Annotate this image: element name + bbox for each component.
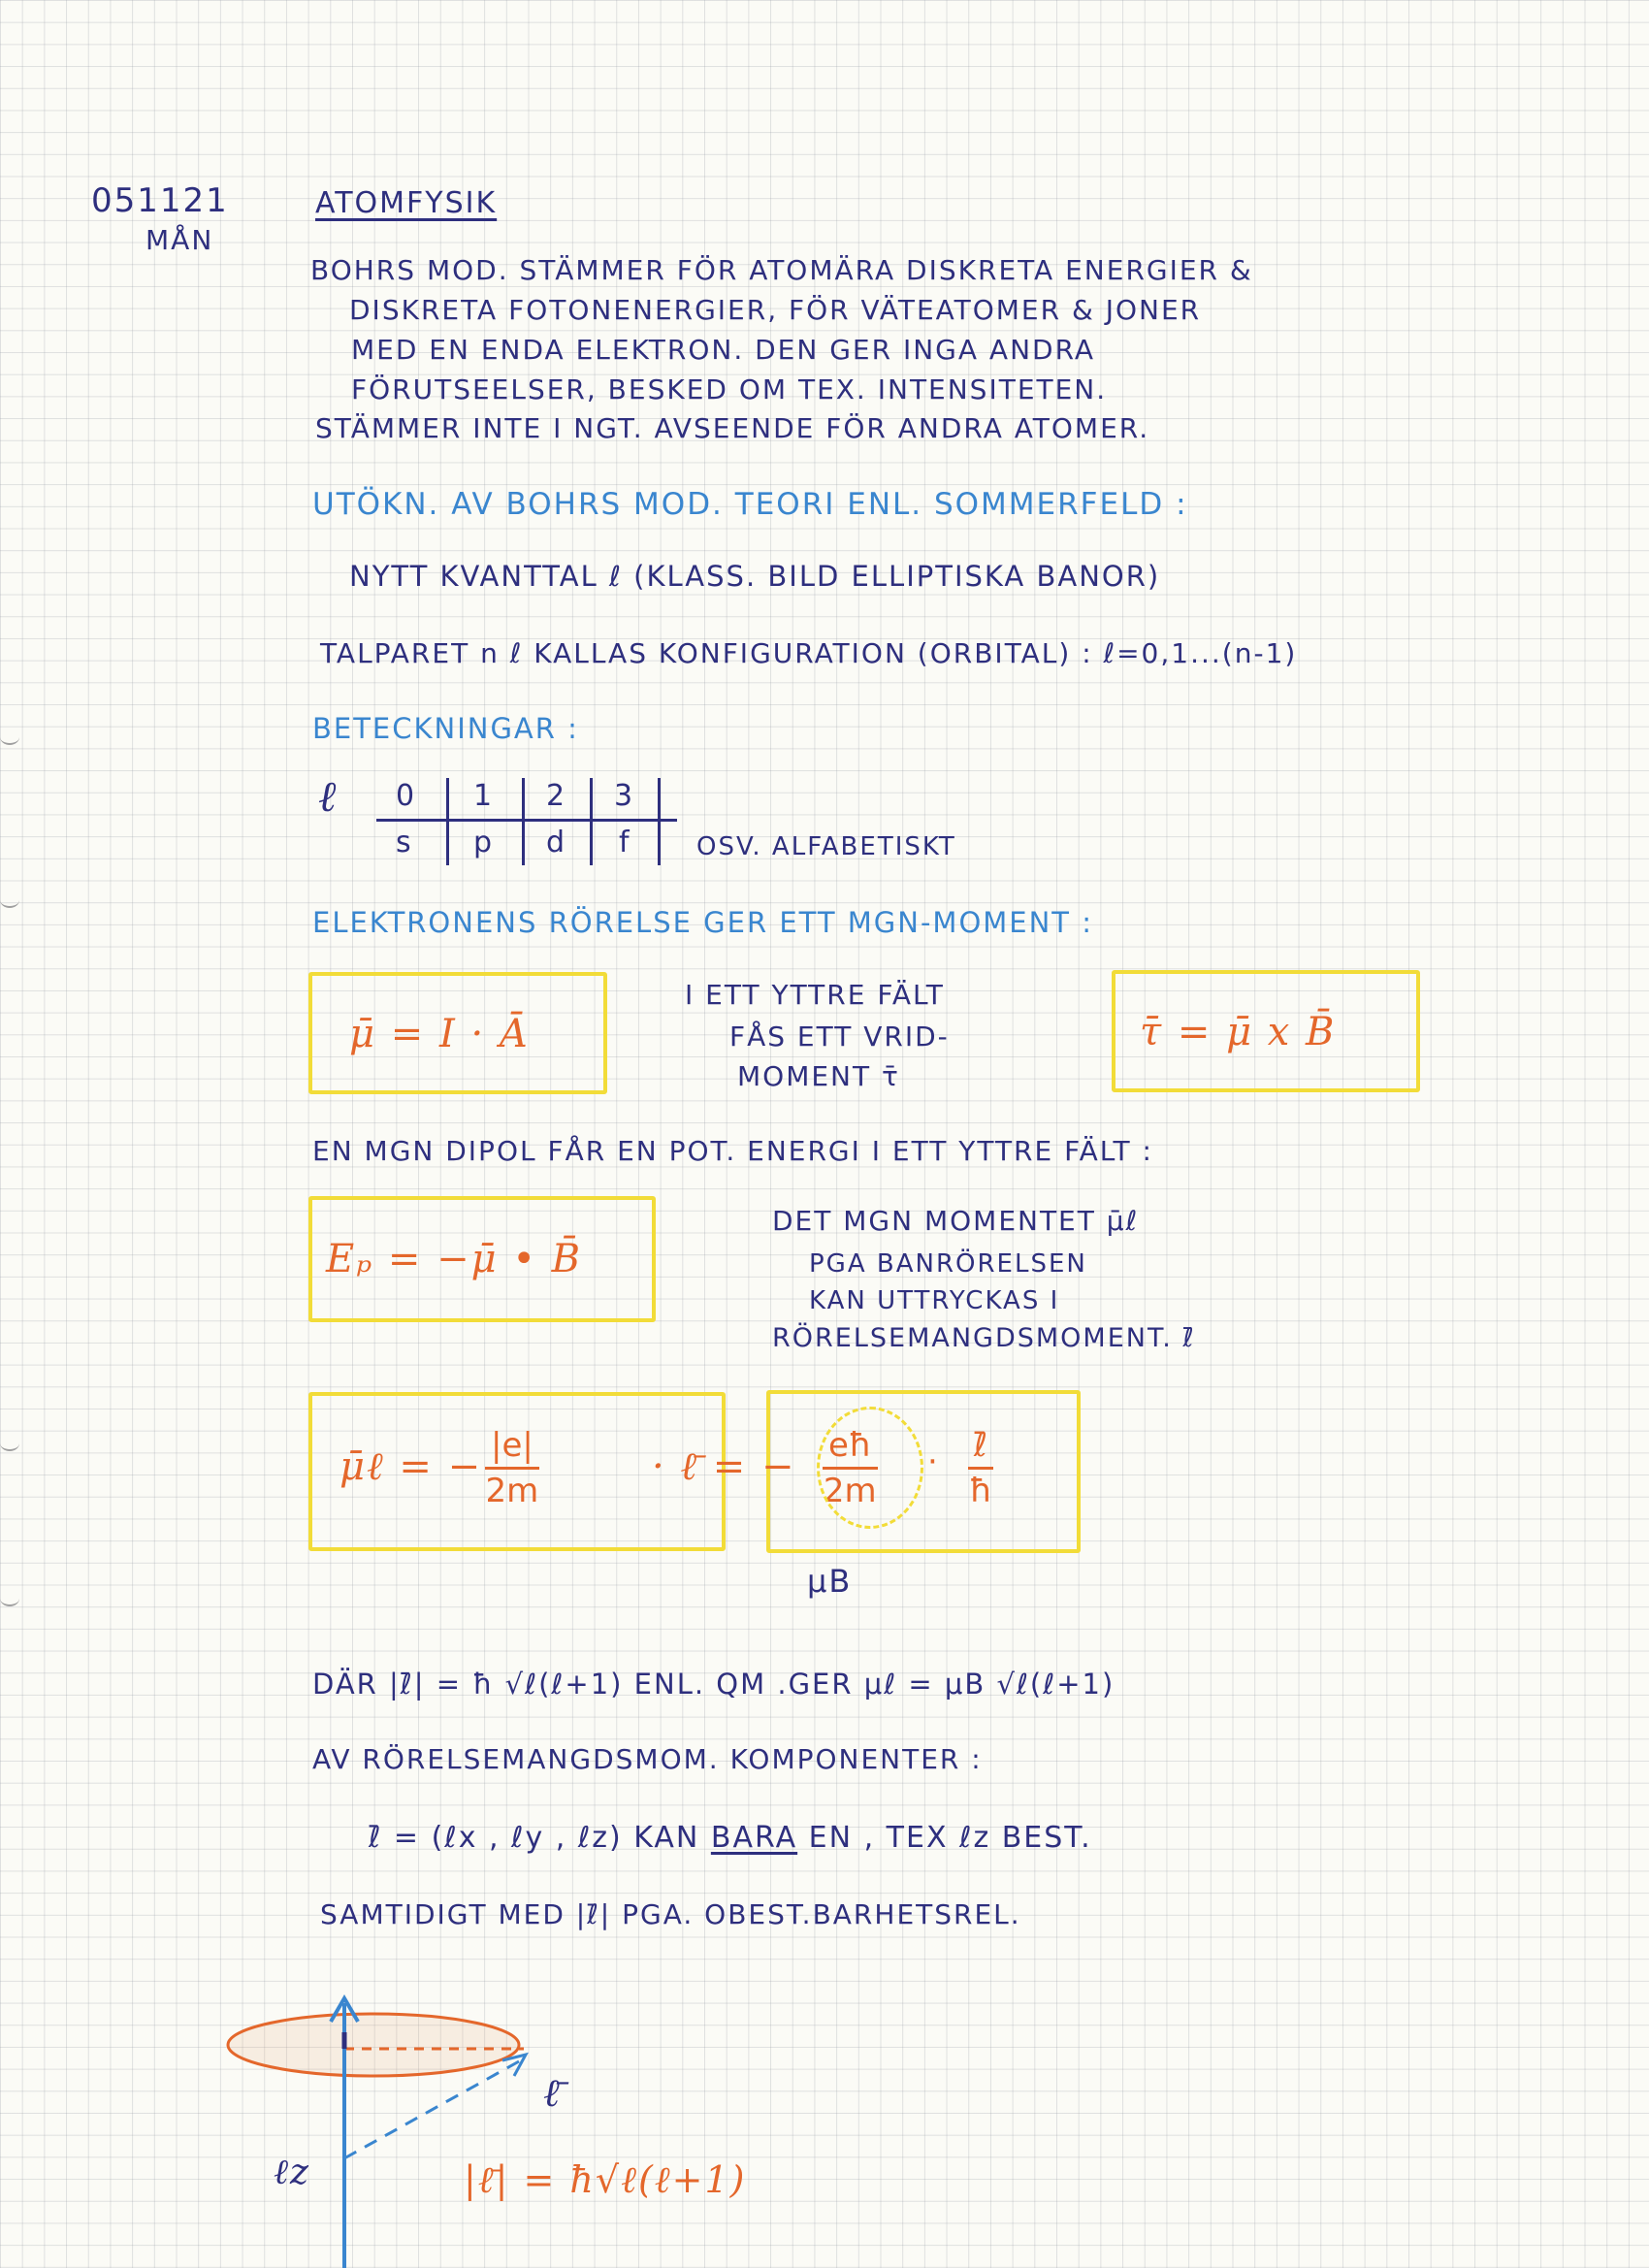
angular-momentum-diagram [194,1960,970,2268]
bohr-line-2: DISKRETA FOTONENERGIER, FÖR VÄTEATOMER & JONER [349,294,1202,326]
lz-label: ℓz [274,2153,310,2192]
fraction-denominator: 2m [823,1472,877,1510]
notation-letter: f [619,826,631,859]
notation-heading: BETECKNINGAR : [312,712,579,745]
orbital-eq-mid: · ℓ̄ = − [652,1444,796,1489]
fraction-numerator: |e| [485,1426,539,1470]
field-note-2: FÅS ETT VRID- [729,1021,950,1053]
binder-hole [0,1436,19,1451]
dipole-line: EN MGN DIPOL FÅR EN POT. ENERGI I ETT YTTRE FÄLT : [312,1135,1153,1167]
notation-value: 2 [546,779,567,813]
fraction-numerator: eħ [823,1426,878,1470]
qm-line-3-post: EN , TEX ℓz BEST. [808,1821,1092,1855]
moment-note-1: DET MGN MOMENTET μ̄ℓ [772,1205,1140,1237]
orbital-eq-lhs: μ̄ℓ = − [340,1444,483,1489]
bohr-line-5: STÄMMER INTE I NGT. AVSEENDE FÖR ANDRA ATOMER. [315,412,1150,444]
fraction-l-over-hbar [968,1426,993,1510]
fraction-denominator: 2m [485,1472,539,1510]
qm-line-3-pre: ℓ̄ = (ℓx , ℓy , ℓz) KAN [369,1821,700,1855]
qm-line-3-underlined: BARA [710,1821,798,1855]
notation-value: 1 [473,779,495,813]
bohr-line-3: MED EN ENDA ELEKTRON. DEN GER INGA ANDRA [351,334,1096,366]
bohr-magneton-circle [817,1407,923,1529]
sommerfeld-heading: UTÖKN. AV BOHRS MOD. TEORI ENL. SOMMERFELD : [312,487,1188,522]
notation-value: 0 [396,779,417,813]
bohr-line-4: FÖRUTSEELSER, BESKED OM TEX. INTENSITETEN. [351,373,1108,405]
equation-energy: Eₚ = −μ̄ • B̄ [326,1237,583,1281]
fraction-denominator: ħ [969,1472,992,1510]
moment-note-3: KAN UTTRYCKAS I [809,1286,1060,1315]
notation-suffix: OSV. ALFABETISKT [696,832,956,861]
qm-line-1: DÄR |ℓ̄| = ħ √ℓ(ℓ+1) ENL. QM .GER μℓ = μB √ℓ(ℓ+1) [312,1668,1116,1701]
notation-row-label: ℓ [318,772,339,822]
qm-line-3 [369,1821,1092,1855]
notation-table [376,778,677,865]
l-magnitude: |ℓ̄| = ħ√ℓ(ℓ+1) [464,2158,747,2201]
notation-letter: d [546,826,567,859]
fraction-numerator: ℓ̄ [968,1426,993,1470]
fraction-e-over-2m [485,1426,539,1510]
notation-letter: s [396,826,413,859]
bohr-magneton-label: μB [807,1563,853,1600]
field-note-1: I ETT YTTRE FÄLT [685,979,945,1011]
notation-value: 3 [614,779,635,813]
notation-letter: p [473,826,495,859]
configuration-line: TALPARET n ℓ KALLAS KONFIGURATION (ORBITAL) : ℓ=0,1...(n-1) [320,637,1298,669]
precession-cone-top [228,2014,519,2076]
dot-operator: · [927,1442,940,1481]
equation-moment: μ̄ = I · Ā [349,1012,530,1056]
date: 051121 [91,181,229,220]
binder-hole [0,729,19,745]
qm-line-4: SAMTIDIGT MED |ℓ̄| PGA. OBEST.BARHETSREL. [320,1898,1021,1930]
l-vector-label: ℓ̄ [543,2071,562,2116]
field-note-3: MOMENT τ̄ [737,1060,900,1092]
moment-note-4: RÖRELSEMANGDSMOMENT. ℓ̄ [772,1323,1196,1353]
equation-box-orbital-right [766,1390,1081,1553]
weekday: MÅN [146,224,214,256]
bohr-line-1: BOHRS MOD. STÄMMER FÖR ATOMÄRA DISKRETA ENERGIER & [310,254,1253,286]
moment-note-2: PGA BANRÖRELSEN [809,1249,1087,1279]
equation-torque: τ̄ = μ̄ x B̄ [1140,1010,1337,1054]
new-quantum-number: NYTT KVANTTAL ℓ (KLASS. BILD ELLIPTISKA BANOR) [349,560,1161,593]
binder-hole [0,1591,19,1606]
binder-hole [0,892,19,908]
qm-line-2: AV RÖRELSEMANGDSMOM. KOMPONENTER : [312,1743,983,1775]
magnetic-heading: ELEKTRONENS RÖRELSE GER ETT MGN-MOMENT : [312,906,1094,939]
page-title: ATOMFYSIK [315,186,498,220]
